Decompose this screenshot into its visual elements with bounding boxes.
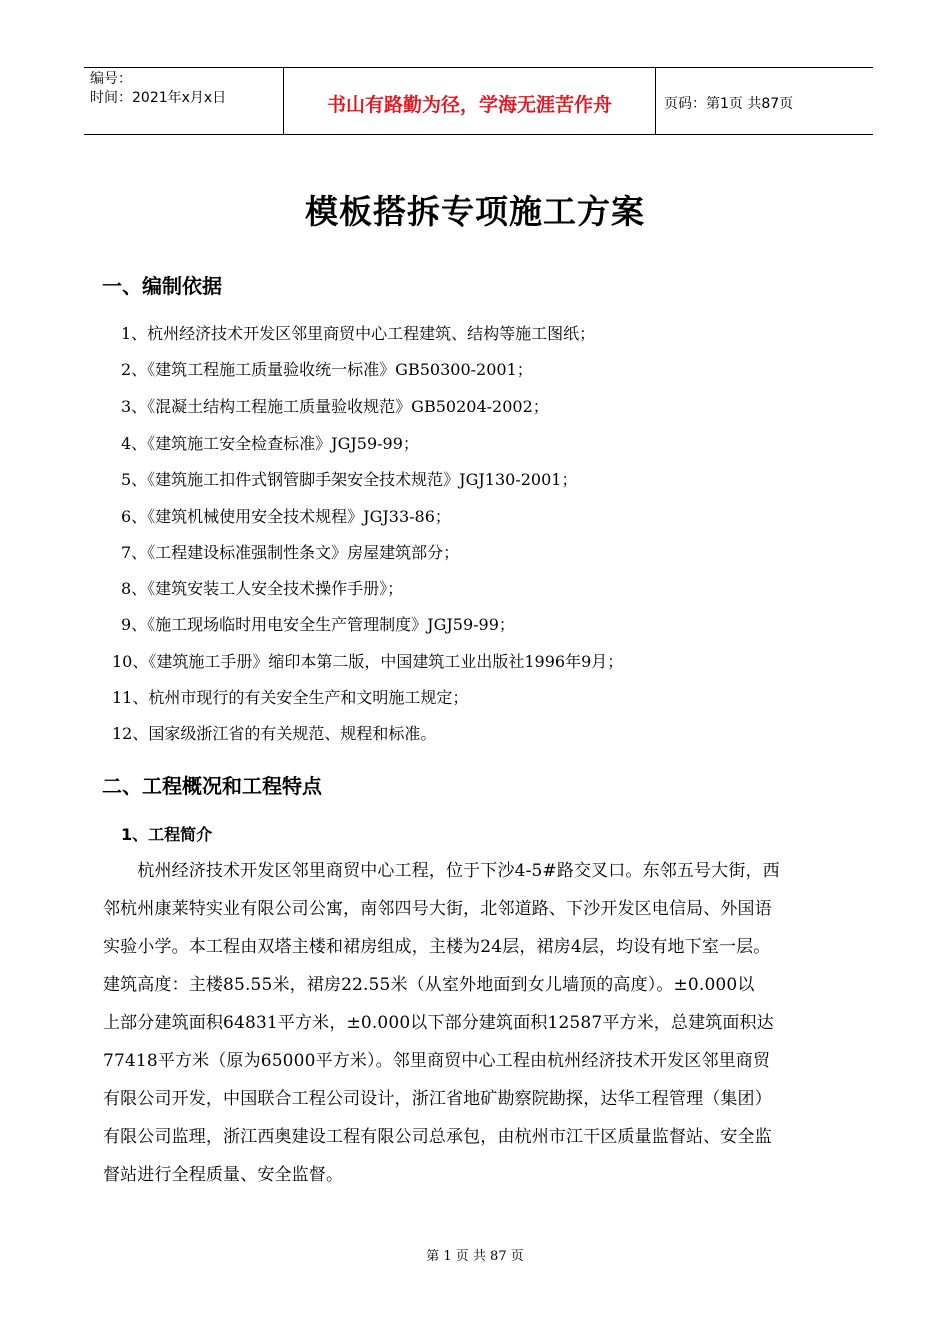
- basis-item: 3、《混凝土结构工程施工质量验收规范》GB50204-2002；: [121, 397, 549, 416]
- paragraph-line: 邻杭州康莱特实业有限公司公寓，南邻四号大街，北邻道路、下沙开发区电信局、外国语: [103, 899, 772, 919]
- paragraph-line: 建筑高度：主楼85.55米，裙房22.55米（从室外地面到女儿墙顶的高度）。±0.000以: [103, 975, 755, 995]
- paragraph-line: 有限公司开发，中国联合工程公司设计，浙江省地矿勘察院勘探，达华工程管理（集团）: [103, 1089, 772, 1109]
- paragraph-line: 有限公司监理，浙江西奥建设工程有限公司总承包，由杭州市江干区质量监督站、安全监: [103, 1127, 772, 1147]
- basis-item: 7、《工程建设标准强制性条文》房屋建筑部分；: [121, 543, 460, 562]
- basis-item: 2、《建筑工程施工质量验收统一标准》GB50300-2001；: [121, 360, 533, 379]
- page-info: 页码：第1页 共87页: [664, 96, 794, 112]
- basis-item: 11、杭州市现行的有关安全生产和文明施工规定；: [112, 688, 469, 707]
- paragraph-line: 杭州经济技术开发区邻里商贸中心工程，位于下沙4-5#路交叉口。东邻五号大街，西: [103, 861, 780, 881]
- basis-item: 8、《建筑安装工人安全技术操作手册》；: [121, 579, 404, 598]
- number-label: 编号：: [90, 71, 132, 87]
- motto: 书山有路勤为径，学海无涯苦作舟: [284, 68, 656, 134]
- paragraph-line: 督站进行全程质量、安全监督。: [103, 1165, 344, 1185]
- subsection-heading: 1、工程简介: [121, 825, 213, 844]
- basis-item: 10、《建筑施工手册》缩印本第二版，中国建筑工业出版社1996年9月；: [112, 652, 624, 671]
- basis-item: 12、国家级浙江省的有关规范、规程和标准。: [112, 724, 437, 743]
- paragraph-line: 上部分建筑面积64831平方米，±0.000以下部分建筑面积12587平方米，总建筑面积达: [103, 1013, 774, 1033]
- basis-item: 6、《建筑机械使用安全技术规程》JGJ33-86；: [121, 507, 451, 526]
- section-heading-basis: 一、编制依据: [102, 274, 222, 298]
- time-label: 时间：2021年x月x日: [90, 90, 227, 106]
- header-table: [84, 67, 873, 135]
- basis-item: 9、《施工现场临时用电安全生产管理制度》JGJ59-99；: [121, 615, 515, 634]
- basis-item: 1、杭州经济技术开发区邻里商贸中心工程建筑、结构等施工图纸；: [121, 324, 596, 343]
- page-footer: 第 1 页 共 87 页: [426, 1249, 524, 1264]
- paragraph-line: 实验小学。本工程由双塔主楼和裙房组成，主楼为24层，裙房4层，均设有地下室一层。: [103, 937, 771, 957]
- document-title: 模板搭拆专项施工方案: [305, 192, 645, 231]
- header-meta-cell: [84, 68, 284, 134]
- paragraph-line: 77418平方米（原为65000平方米）。邻里商贸中心工程由杭州经济技术开发区邻里商贸: [103, 1051, 771, 1071]
- basis-item: 4、《建筑施工安全检查标准》JGJ59-99；: [121, 434, 419, 453]
- section-heading-overview: 二、工程概况和工程特点: [102, 774, 322, 798]
- basis-item: 5、《建筑施工扣件式钢管脚手架安全技术规范》JGJ130-2001；: [121, 470, 578, 489]
